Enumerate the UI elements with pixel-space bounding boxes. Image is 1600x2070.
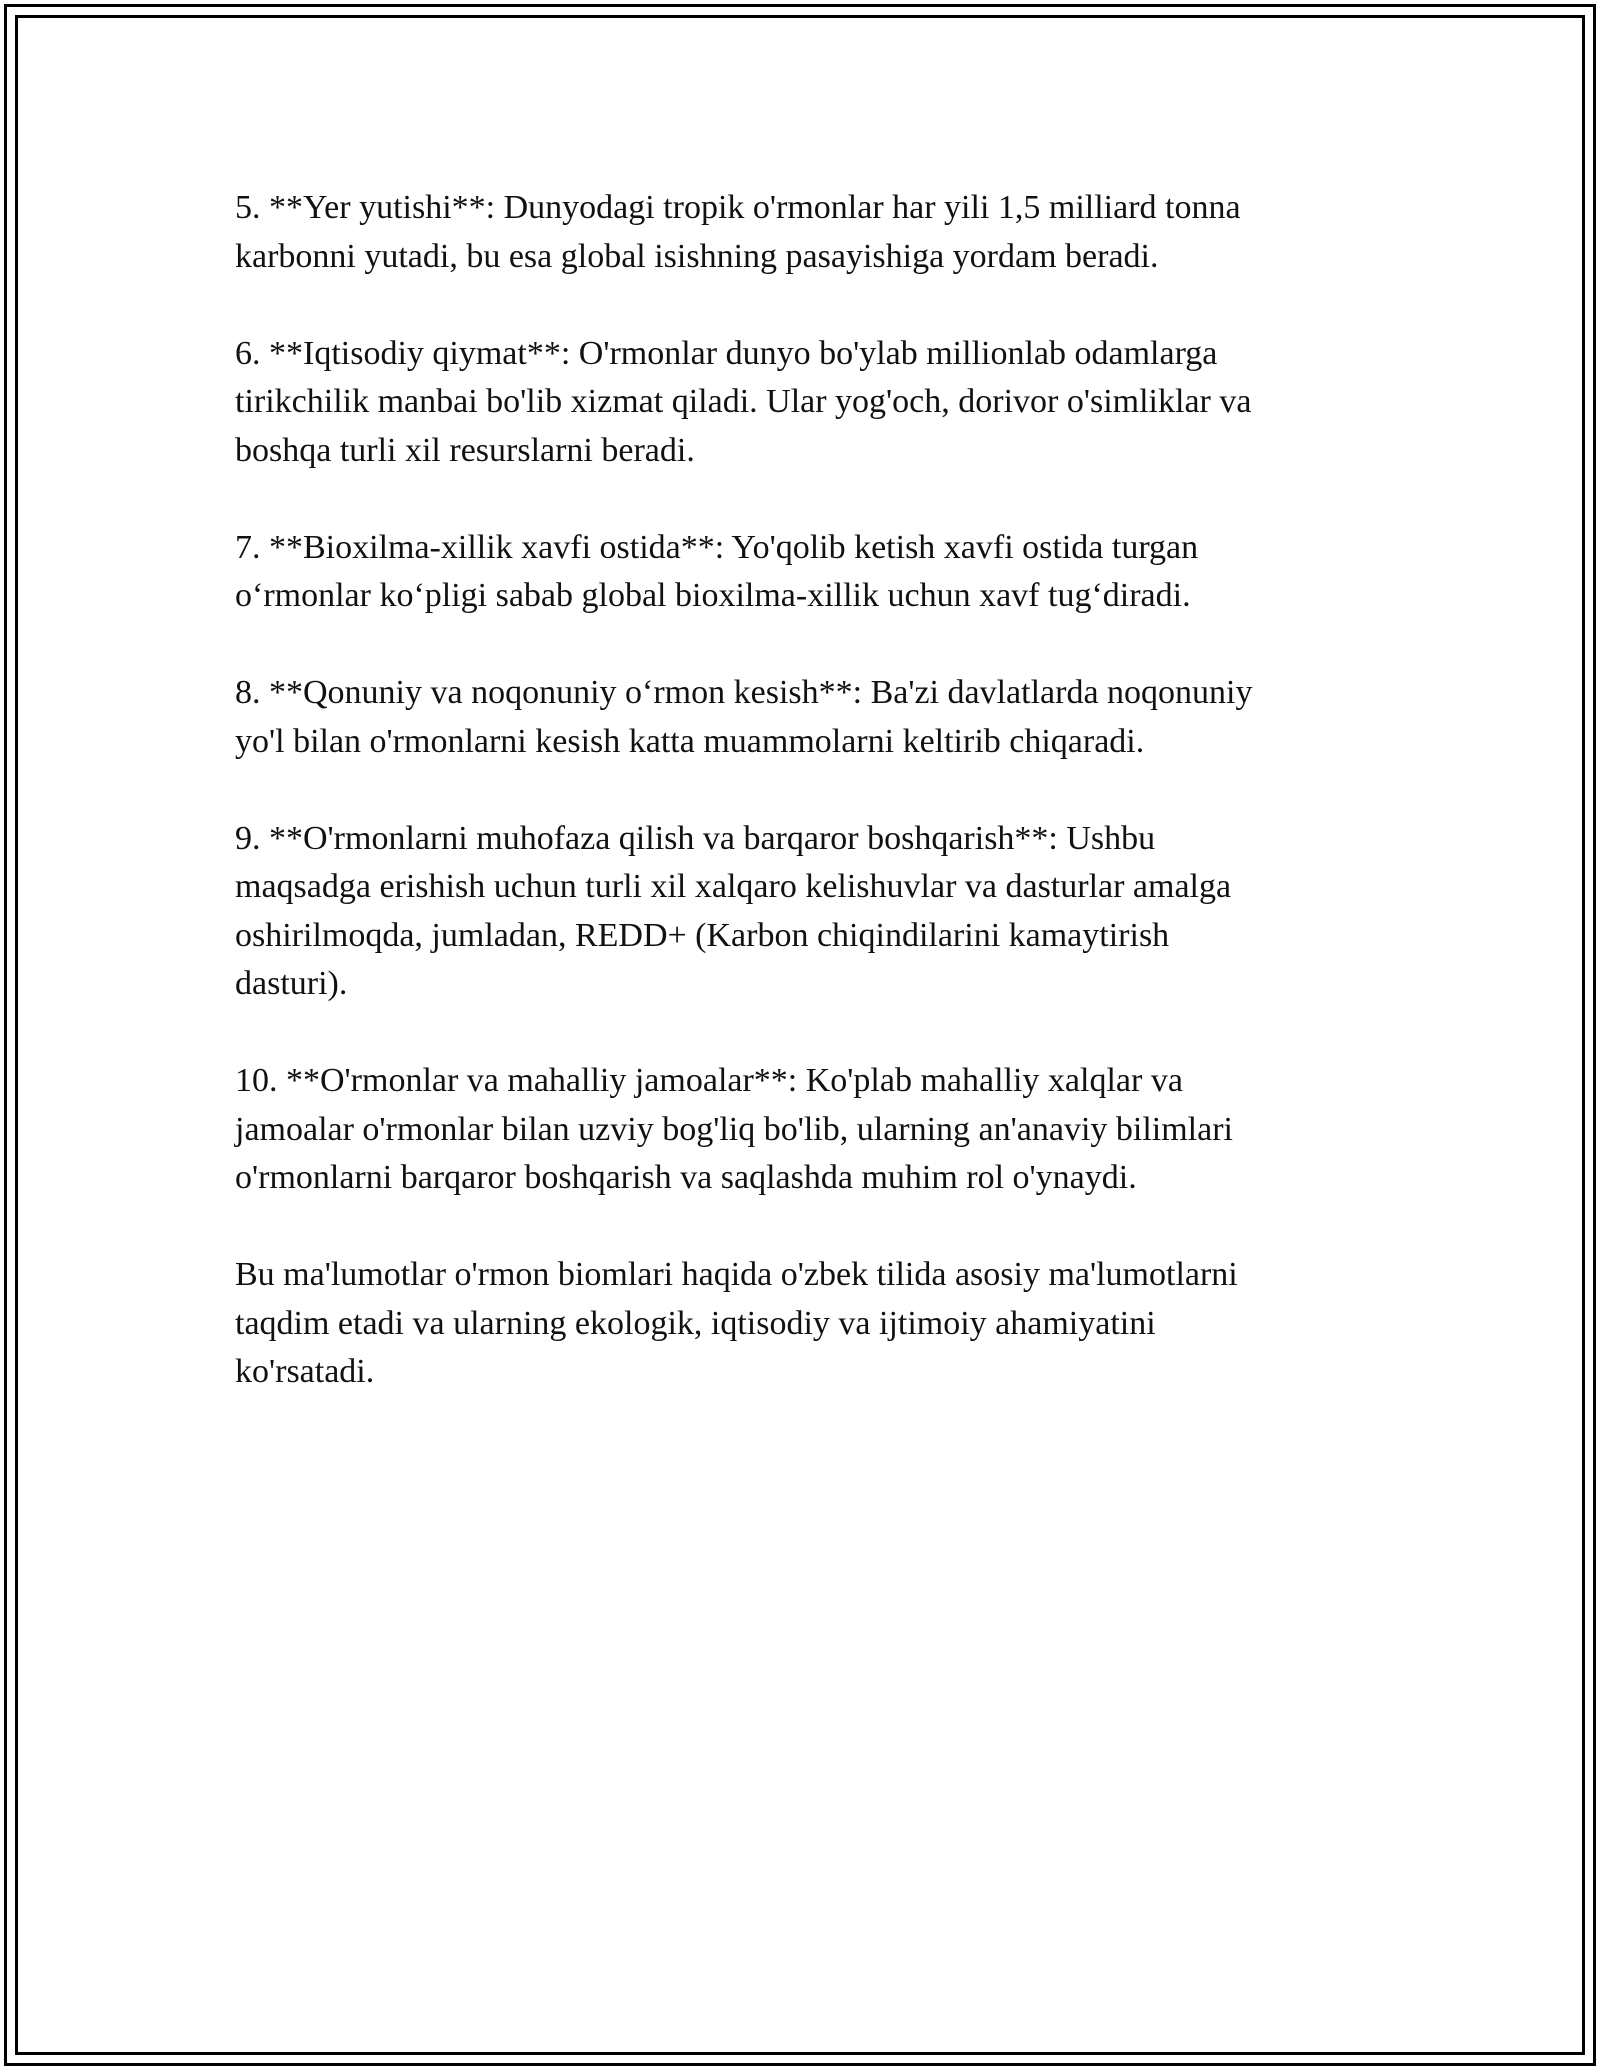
paragraph-item-7: 7. **Bioxilma-xillik xavfi ostida**: Yo'qolib ketish xavfi ostida turgan o‘rmonlar ko‘pligi sabab global bioxilma-xillik uchun xavf tug‘diradi.: [235, 528, 1199, 614]
paragraph-conclusion: Bu ma'lumotlar o'rmon biomlari haqida o'zbek tilida asosiy ma'lumotlarni taqdim etadi va ularning ekologik, iqtisodiy va ijtimoiy ahamiyatini ko'rsatadi.: [235, 1256, 1238, 1390]
document-body: [235, 184, 1365, 1445]
paragraph-item-10: 10. **O'rmonlar va mahalliy jamoalar**: Ko'plab mahalliy xalqlar va jamoalar o'rmonlar bilan uzviy bog'liq bo'lib, ularning an'anaviy bilimlari o'rmonlarni barqaror boshqarish va saqlashda muhim rol o'ynaydi.: [235, 1062, 1233, 1196]
paragraph-item-8: 8. **Qonuniy va noqonuniy o‘rmon kesish**: Ba'zi davlatlarda noqonuniy yo'l bilan o'rmonlarni kesish katta muammolarni keltirib chiqaradi.: [235, 674, 1253, 760]
paragraph-item-6: 6. **Iqtisodiy qiymat**: O'rmonlar dunyo bo'ylab millionlab odamlarga tirikchilik manbai bo'lib xizmat qiladi. Ular yog'och, dorivor o'simliklar va boshqa turli xil resurslarni beradi.: [235, 334, 1252, 469]
paragraph-item-5: 5. **Yer yutishi**: Dunyodagi tropik o'rmonlar har yili 1,5 milliard tonna karbonni yutadi, bu esa global isishning pasayishiga yordam beradi.: [235, 189, 1241, 275]
paragraph-item-9: 9. **O'rmonlarni muhofaza qilish va barqaror boshqarish**: Ushbu maqsadga erishish uchun turli xil xalqaro kelishuvlar va dasturlar amalga oshirilmoqda, jumladan, REDD+ (Karbon chiqindilarini kamaytirish dasturi).: [235, 819, 1232, 1002]
